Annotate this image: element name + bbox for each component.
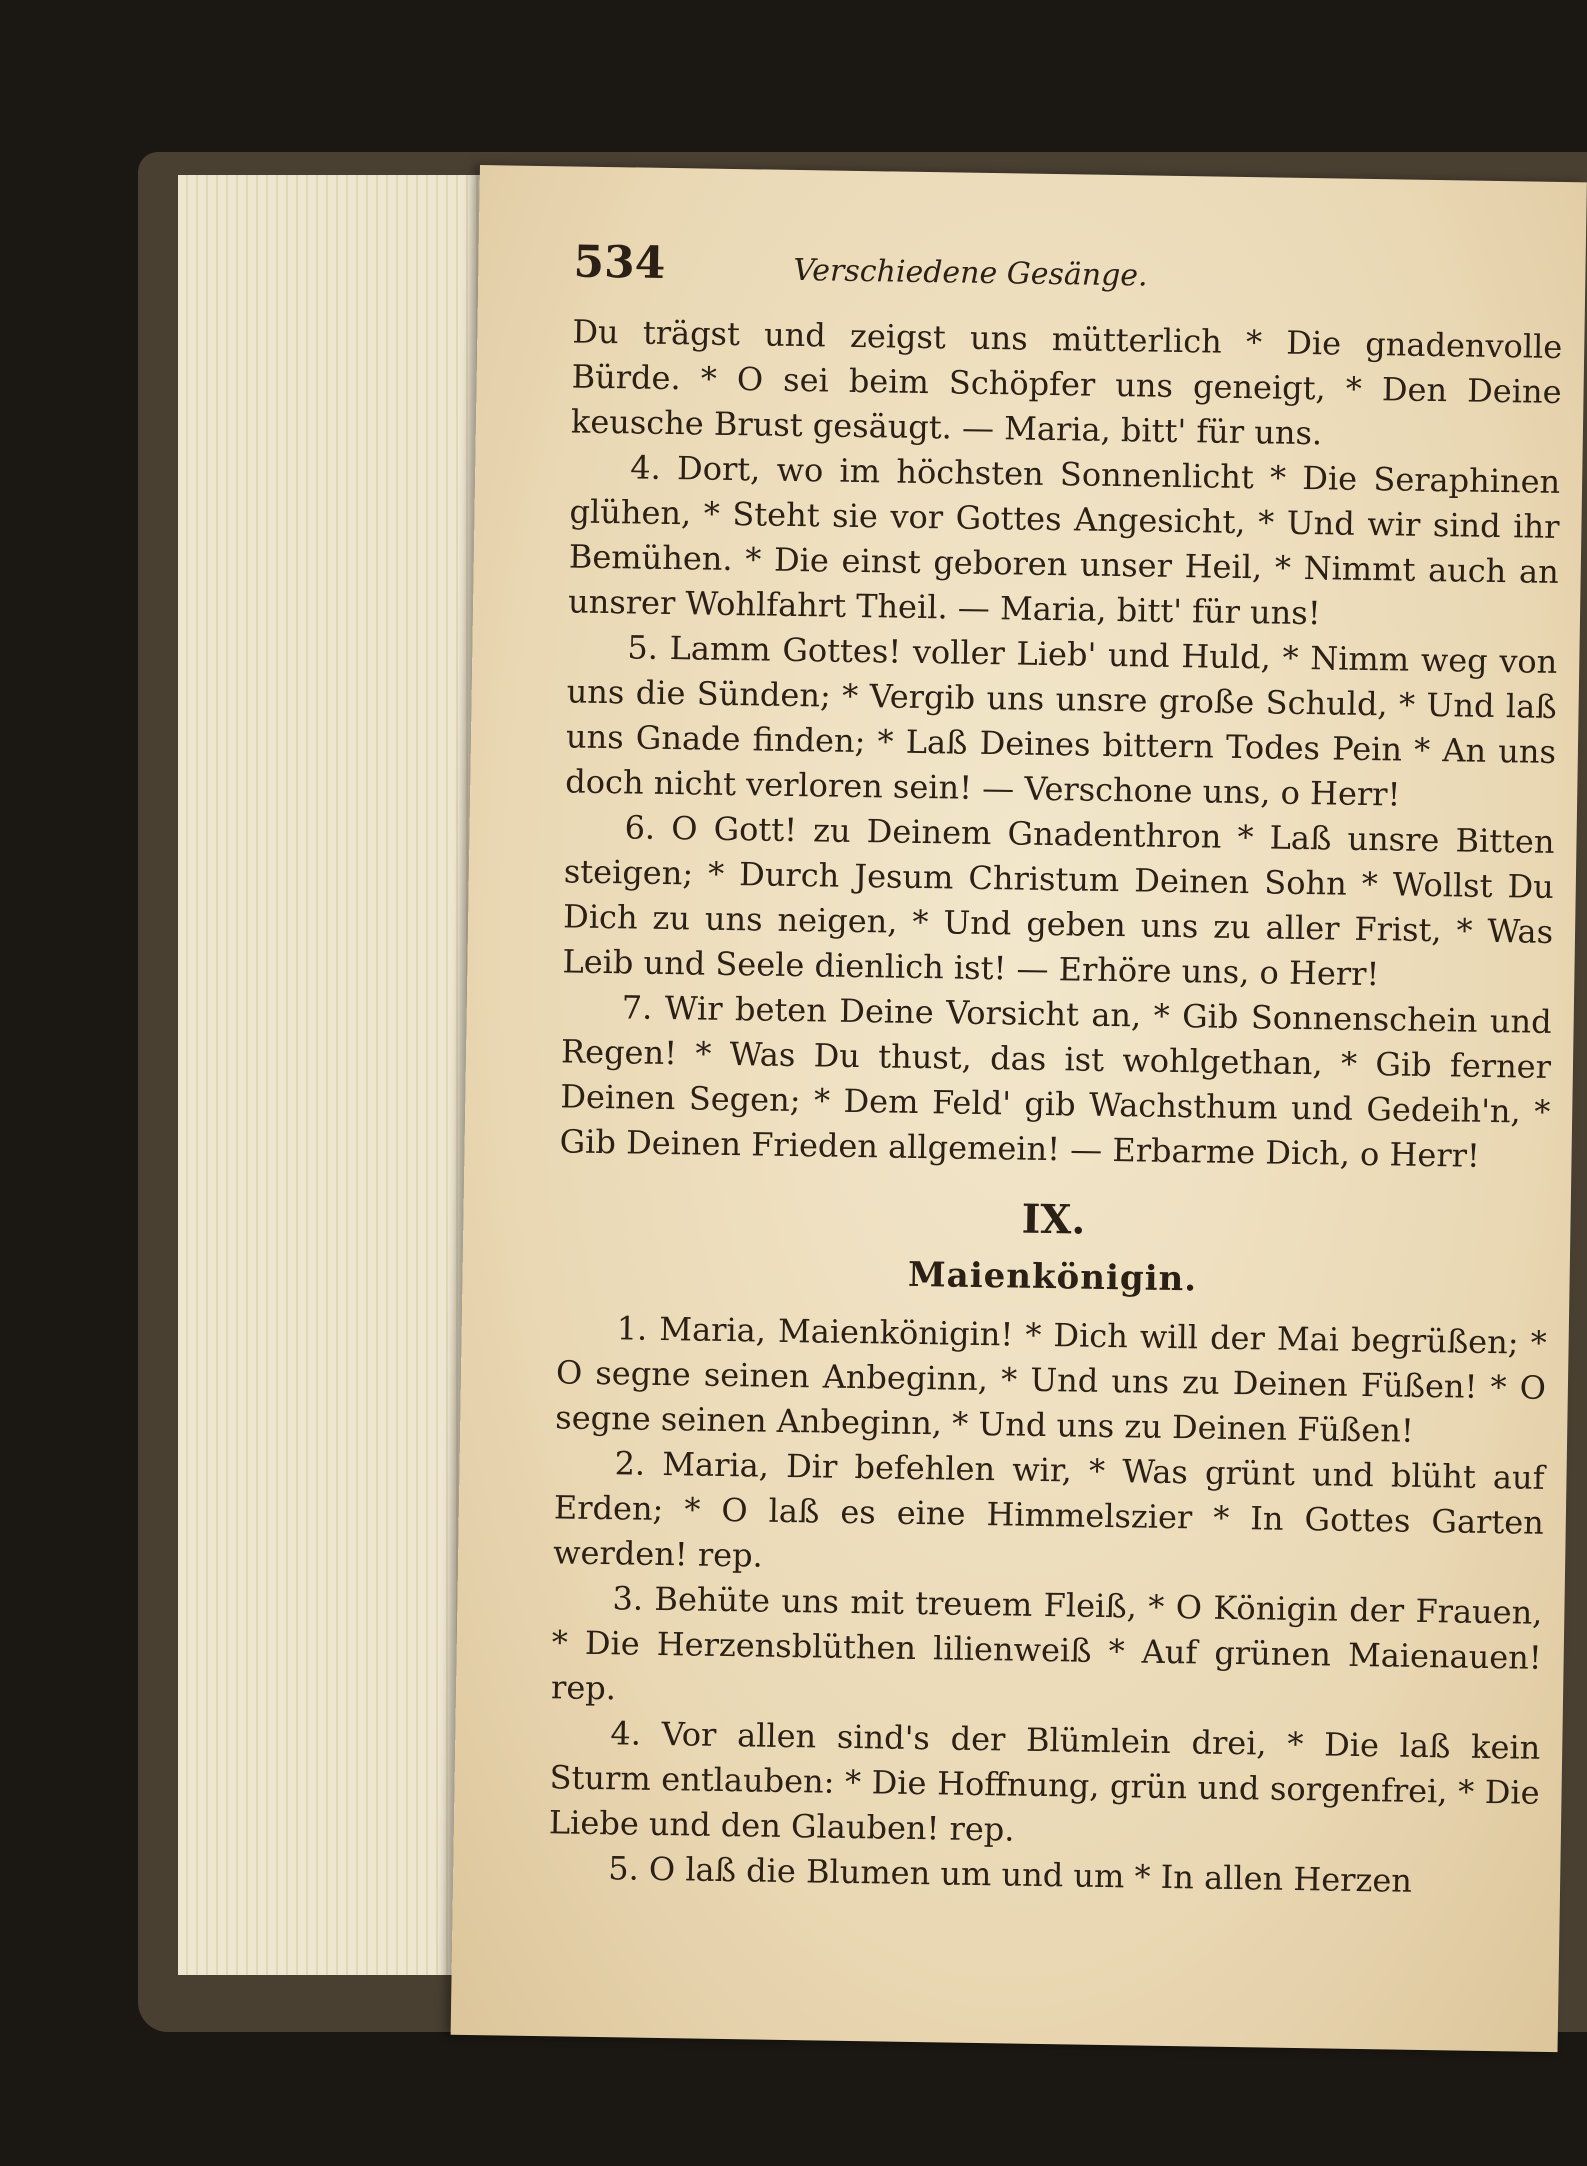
song-title: Maienkönigin.	[907, 1254, 1198, 1300]
page-number: 534	[573, 236, 666, 289]
stanza-4: 4. Dort, wo im höchsten Sonnenlicht * Die Seraphinen glühen, * Steht sie vor Gottes Angesicht, * Und wir sind ihr Bemühen. * Die einst geboren unser Heil, * Nimmt auch an unsrer Wohlfahrt Theil. — Maria, bitt' für uns!	[567, 448, 1561, 633]
section-number: IX.	[1021, 1195, 1086, 1244]
song-stanza-5: 5. O laß die Blumen um und um * In allen Herzen	[607, 1849, 1413, 1900]
page-text	[548, 236, 1564, 1905]
page-header	[573, 236, 1564, 303]
song-stanza-1: 1. Maria, Maienkönigin! * Dich will der Mai begrüßen; * O segne seinen Anbeginn, * Und uns zu Deinen Füßen! * O segne seinen Anbeginn, * Und uns zu Deinen Füßen!	[555, 1309, 1547, 1450]
stanza-6: 6. O Gott! zu Deinem Gnadenthron * Laß unsre Bitten steigen; * Durch Jesum Christum Deinen Sohn * Wollst Du Dich zu uns neigen, * Und geben uns zu aller Frist, * Was Leib und Seele dienlich ist! — Erhöre uns, o Herr!	[562, 808, 1555, 994]
running-title: Verschiedene Gesänge.	[793, 252, 1148, 294]
stanza-7: 7. Wir beten Deine Vorsicht an, * Gib Sonnenschein und Regen! * Was Du thust, das ist wohlgethan, * Gib ferner Deinen Segen; * Dem Feld' gib Wachsthum und Gedeih'n, * Gib Deinen Frieden allgemein! — Erbarme Dich, o Herr!	[559, 988, 1552, 1175]
intro-paragraph: Du trägst und zeigst uns mütterlich * Die gnadenvolle Bürde. * O sei beim Schöpfer uns geneigt, * Den Deine keusche Brust gesäugt. — Maria, bitt' für uns.	[570, 312, 1563, 453]
book-page	[451, 165, 1587, 2052]
page-edges	[178, 175, 498, 1975]
song-stanza-2: 2. Maria, Dir befehlen wir, * Was grünt und blüht auf Erden; * O laß es eine Himmelszier * In Gottes Garten werden! rep.	[552, 1444, 1545, 1575]
stanza-5: 5. Lamm Gottes! voller Lieb' und Huld, * Nimm weg von uns die Sünden; * Vergib uns unsre große Schuld, * Und laß uns Gnade finden; * Laß Deines bittern Todes Pein * An uns doch nicht verloren sein! — Verschone uns, o Herr!	[565, 628, 1558, 814]
song-stanza-3: 3. Behüte uns mit treuem Fleiß, * O Königin der Frauen, * Die Herzensblüthen lilienweiß * Auf grünen Maienauen! rep.	[550, 1579, 1543, 1708]
song-stanza-4: 4. Vor allen sind's der Blümlein drei, * Die laß kein Sturm entlauben: * Die Hoffnung, grün und sorgenfrei, * Die Liebe und den Glauben! rep.	[548, 1714, 1541, 1849]
